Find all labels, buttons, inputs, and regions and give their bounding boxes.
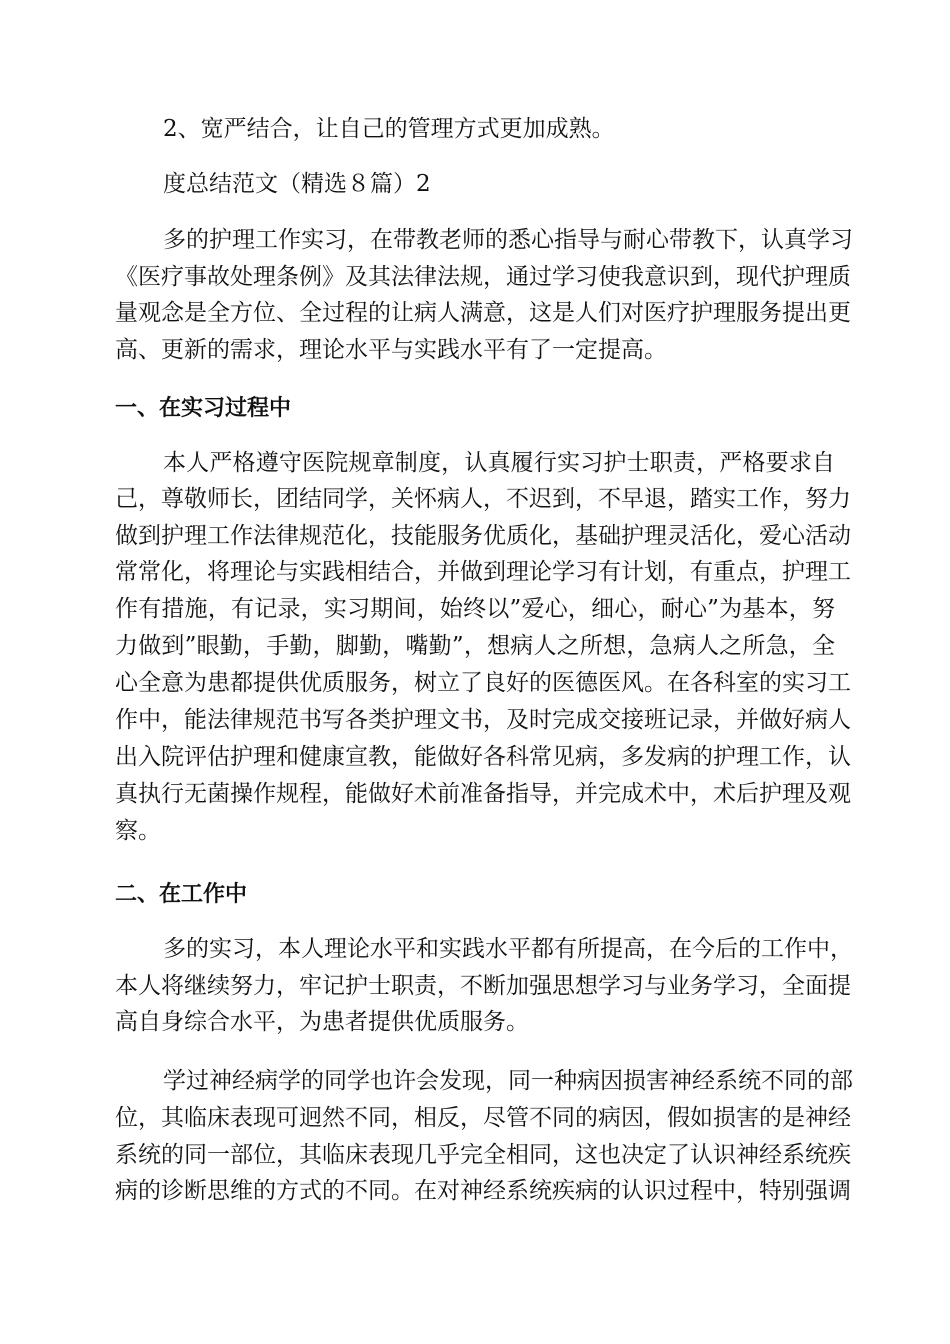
paragraph-line: 作中，能法律规范书写各类护理文书，及时完成交接班记录，并做好病人 bbox=[115, 707, 851, 733]
paragraph-line: 本人将继续努力，牢记护士职责，不断加强思想学习与业务学习，全面提 bbox=[115, 973, 851, 999]
paragraph-line: 病的诊断思维的方式的不同。在对神经系统疾病的认识过程中，特别强调 bbox=[115, 1178, 851, 1204]
paragraph-line: 常常化，将理论与实践相结合，并做到理论学习有计划，有重点，护理工 bbox=[115, 559, 851, 585]
paragraph-line: 《医疗事故处理条例》及其法律法规，通过学习使我意识到，现代护理质 bbox=[115, 264, 851, 290]
paragraph-line: 学过神经病学的同学也许会发现，同一种病因损害神经系统不同的部 bbox=[163, 1068, 853, 1094]
paragraph-line: 心全意为患都提供优质服务，树立了良好的医德医风。在各科室的实习工 bbox=[115, 670, 851, 696]
section-heading: 一、在实习过程中 bbox=[115, 396, 292, 421]
paragraph-line: 真执行无菌操作规程，能做好术前准备指导，并完成术中，术后护理及观 bbox=[115, 781, 851, 807]
paragraph-line: 本人严格遵守医院规章制度，认真履行实习护士职责，严格要求自 bbox=[163, 450, 835, 476]
paragraph-line: 察。 bbox=[115, 818, 161, 844]
paragraph-line: 量观念是全方位、全过程的让病人满意，这是人们对医疗护理服务提出更 bbox=[115, 300, 851, 326]
section-heading: 二、在工作中 bbox=[115, 882, 248, 907]
paragraph-line: 位，其临床表现可迥然不同，相反，尽管不同的病因，假如损害的是神经 bbox=[115, 1105, 851, 1131]
paragraph-line: 己，尊敬师长，团结同学，关怀病人，不迟到，不早退，踏实工作，努力 bbox=[115, 486, 851, 512]
paragraph-line: 力做到”眼勤，手勤，脚勤，嘴勤”，想病人之所想，急病人之所急，全 bbox=[115, 633, 835, 659]
paragraph-line: 系统的同一部位，其临床表现几乎完全相同，这也决定了认识神经系统疾 bbox=[115, 1142, 851, 1168]
paragraph-line: 多的护理工作实习，在带教老师的悉心指导与耐心带教下，认真学习 bbox=[163, 227, 853, 253]
list-item-text: 2、宽严结合，让自己的管理方式更加成熟。 bbox=[163, 116, 615, 142]
paragraph-line: 出入院评估护理和健康宣教，能做好各科常见病，多发病的护理工作，认 bbox=[115, 744, 851, 770]
paragraph-line: 高、更新的需求，理论水平与实践水平有了一定提高。 bbox=[115, 337, 667, 363]
paragraph-line: 多的实习，本人理论水平和实践水平都有所提高，在今后的工作中， bbox=[163, 936, 853, 962]
paragraph-line: 做到护理工作法律规范化，技能服务优质化，基础护理灵活化，爱心活动 bbox=[115, 523, 851, 549]
section-title: 度总结范文（精选８篇）2 bbox=[163, 171, 431, 197]
paragraph-line: 高自身综合水平，为患者提供优质服务。 bbox=[115, 1009, 529, 1035]
paragraph-line: 作有措施，有记录，实习期间，始终以”爱心，细心，耐心”为基本，努 bbox=[115, 596, 835, 622]
